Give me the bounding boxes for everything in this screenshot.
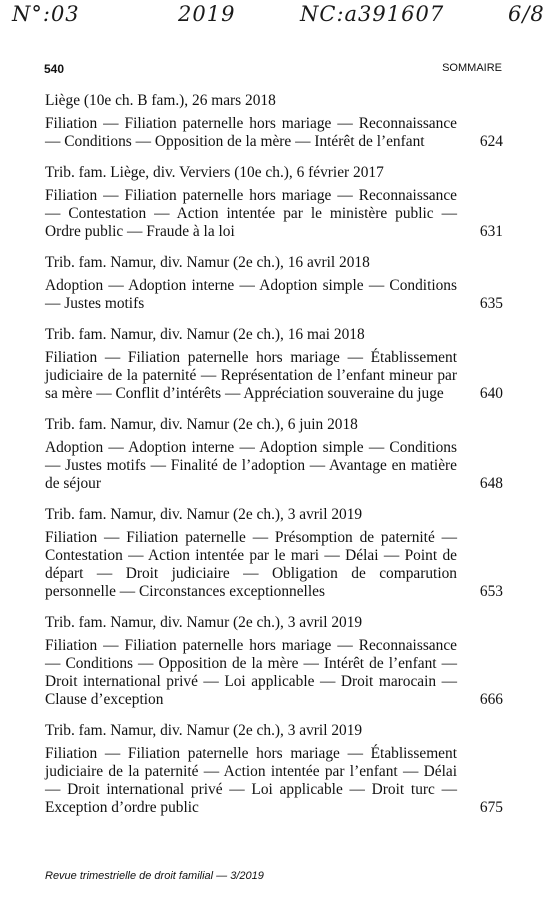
entry-body: [45, 637, 503, 709]
court-reference: Trib. fam. Namur, div. Namur (2e ch.), 16 mai 2018: [45, 326, 365, 343]
entry-page-number: 624: [479, 133, 503, 150]
summary-entry: [45, 92, 503, 151]
court-reference: Trib. fam. Namur, div. Namur (2e ch.), 3 avril 2019: [45, 614, 363, 631]
entry-body: [45, 745, 503, 817]
summary-list: [45, 92, 503, 830]
entry-body: [45, 187, 503, 241]
entry-page-number: 640: [479, 385, 503, 402]
entry-keywords: Filiation — Filiation paternelle hors mariage — Reconnaissance — Contestation — Action intentée par le ministère public — Ordre public — Fraude à la loi: [45, 187, 457, 240]
summary-entry: [45, 506, 503, 601]
court-reference: Trib. fam. Namur, div. Namur (2e ch.), 3 avril 2019: [45, 506, 363, 523]
entry-keywords: Filiation — Filiation paternelle hors mariage — Reconnaissance — Conditions — Opposition de la mère — Intérêt de l’enfant: [45, 115, 457, 150]
entry-page-number: 666: [479, 691, 503, 708]
summary-entry: [45, 416, 503, 493]
entry-body: [45, 349, 503, 403]
summary-entry: [45, 164, 503, 241]
summary-entry: [45, 254, 503, 313]
summary-entry: [45, 722, 503, 817]
journal-footer: Revue trimestrielle de droit familial — 3/2019: [45, 870, 264, 882]
entry-body: [45, 115, 503, 151]
entry-page-number: 653: [479, 583, 503, 600]
entry-body: [45, 277, 503, 313]
entry-page-number: 648: [479, 475, 503, 492]
entry-body: [45, 439, 503, 493]
entry-page-number: 635: [479, 295, 503, 312]
page-number: 540: [44, 62, 65, 76]
court-reference: Trib. fam. Liège, div. Verviers (10e ch.), 6 février 2017: [45, 164, 384, 181]
handwritten-ref: N°:03: [12, 2, 80, 26]
page-header: [44, 62, 502, 76]
entry-keywords: Filiation — Filiation paternelle hors mariage — Établissement judiciaire de la paternité — Action intentée par l’enfant — Délai — Droit international privé — Loi applicable — Droit turc — Exception d’ordre public: [45, 745, 457, 816]
court-reference: Trib. fam. Namur, div. Namur (2e ch.), 16 avril 2018: [45, 254, 370, 271]
handwritten-year: 2019: [178, 2, 236, 26]
court-reference: Liège (10e ch. B fam.), 26 mars 2018: [45, 92, 276, 109]
section-title: SOMMAIRE: [442, 62, 502, 74]
court-reference: Trib. fam. Namur, div. Namur (2e ch.), 6 juin 2018: [45, 416, 358, 433]
entry-keywords: Filiation — Filiation paternelle — Présomption de paternité — Contestation — Action intentée par le mari — Délai — Point de départ — Droit judiciaire — Obligation de comparution personnelle — Circonstances exceptionnelles: [45, 529, 457, 600]
handwritten-nc-number: NC:a391607: [300, 2, 445, 26]
entry-keywords: Adoption — Adoption interne — Adoption simple — Conditions — Justes motifs: [45, 277, 457, 312]
entry-page-number: 631: [479, 223, 503, 240]
entry-keywords: Adoption — Adoption interne — Adoption simple — Conditions — Justes motifs — Finalité de l’adoption — Avantage en matière de séjour: [45, 439, 457, 492]
entry-body: [45, 529, 503, 601]
entry-keywords: Filiation — Filiation paternelle hors mariage — Reconnaissance — Conditions — Opposition de la mère — Intérêt de l’enfant — Droit international privé — Loi applicable — Droit marocain — Clause d’exception: [45, 637, 457, 708]
entry-page-number: 675: [479, 799, 503, 816]
summary-entry: [45, 614, 503, 709]
entry-keywords: Filiation — Filiation paternelle hors mariage — Établissement judiciaire de la paternité — Représentation de l’enfant mineur par sa mère — Conflit d’intérêts — Appréciation souveraine du juge: [45, 349, 457, 402]
summary-entry: [45, 326, 503, 403]
court-reference: Trib. fam. Namur, div. Namur (2e ch.), 3 avril 2019: [45, 722, 363, 739]
handwritten-fraction: 6/8: [508, 2, 545, 26]
